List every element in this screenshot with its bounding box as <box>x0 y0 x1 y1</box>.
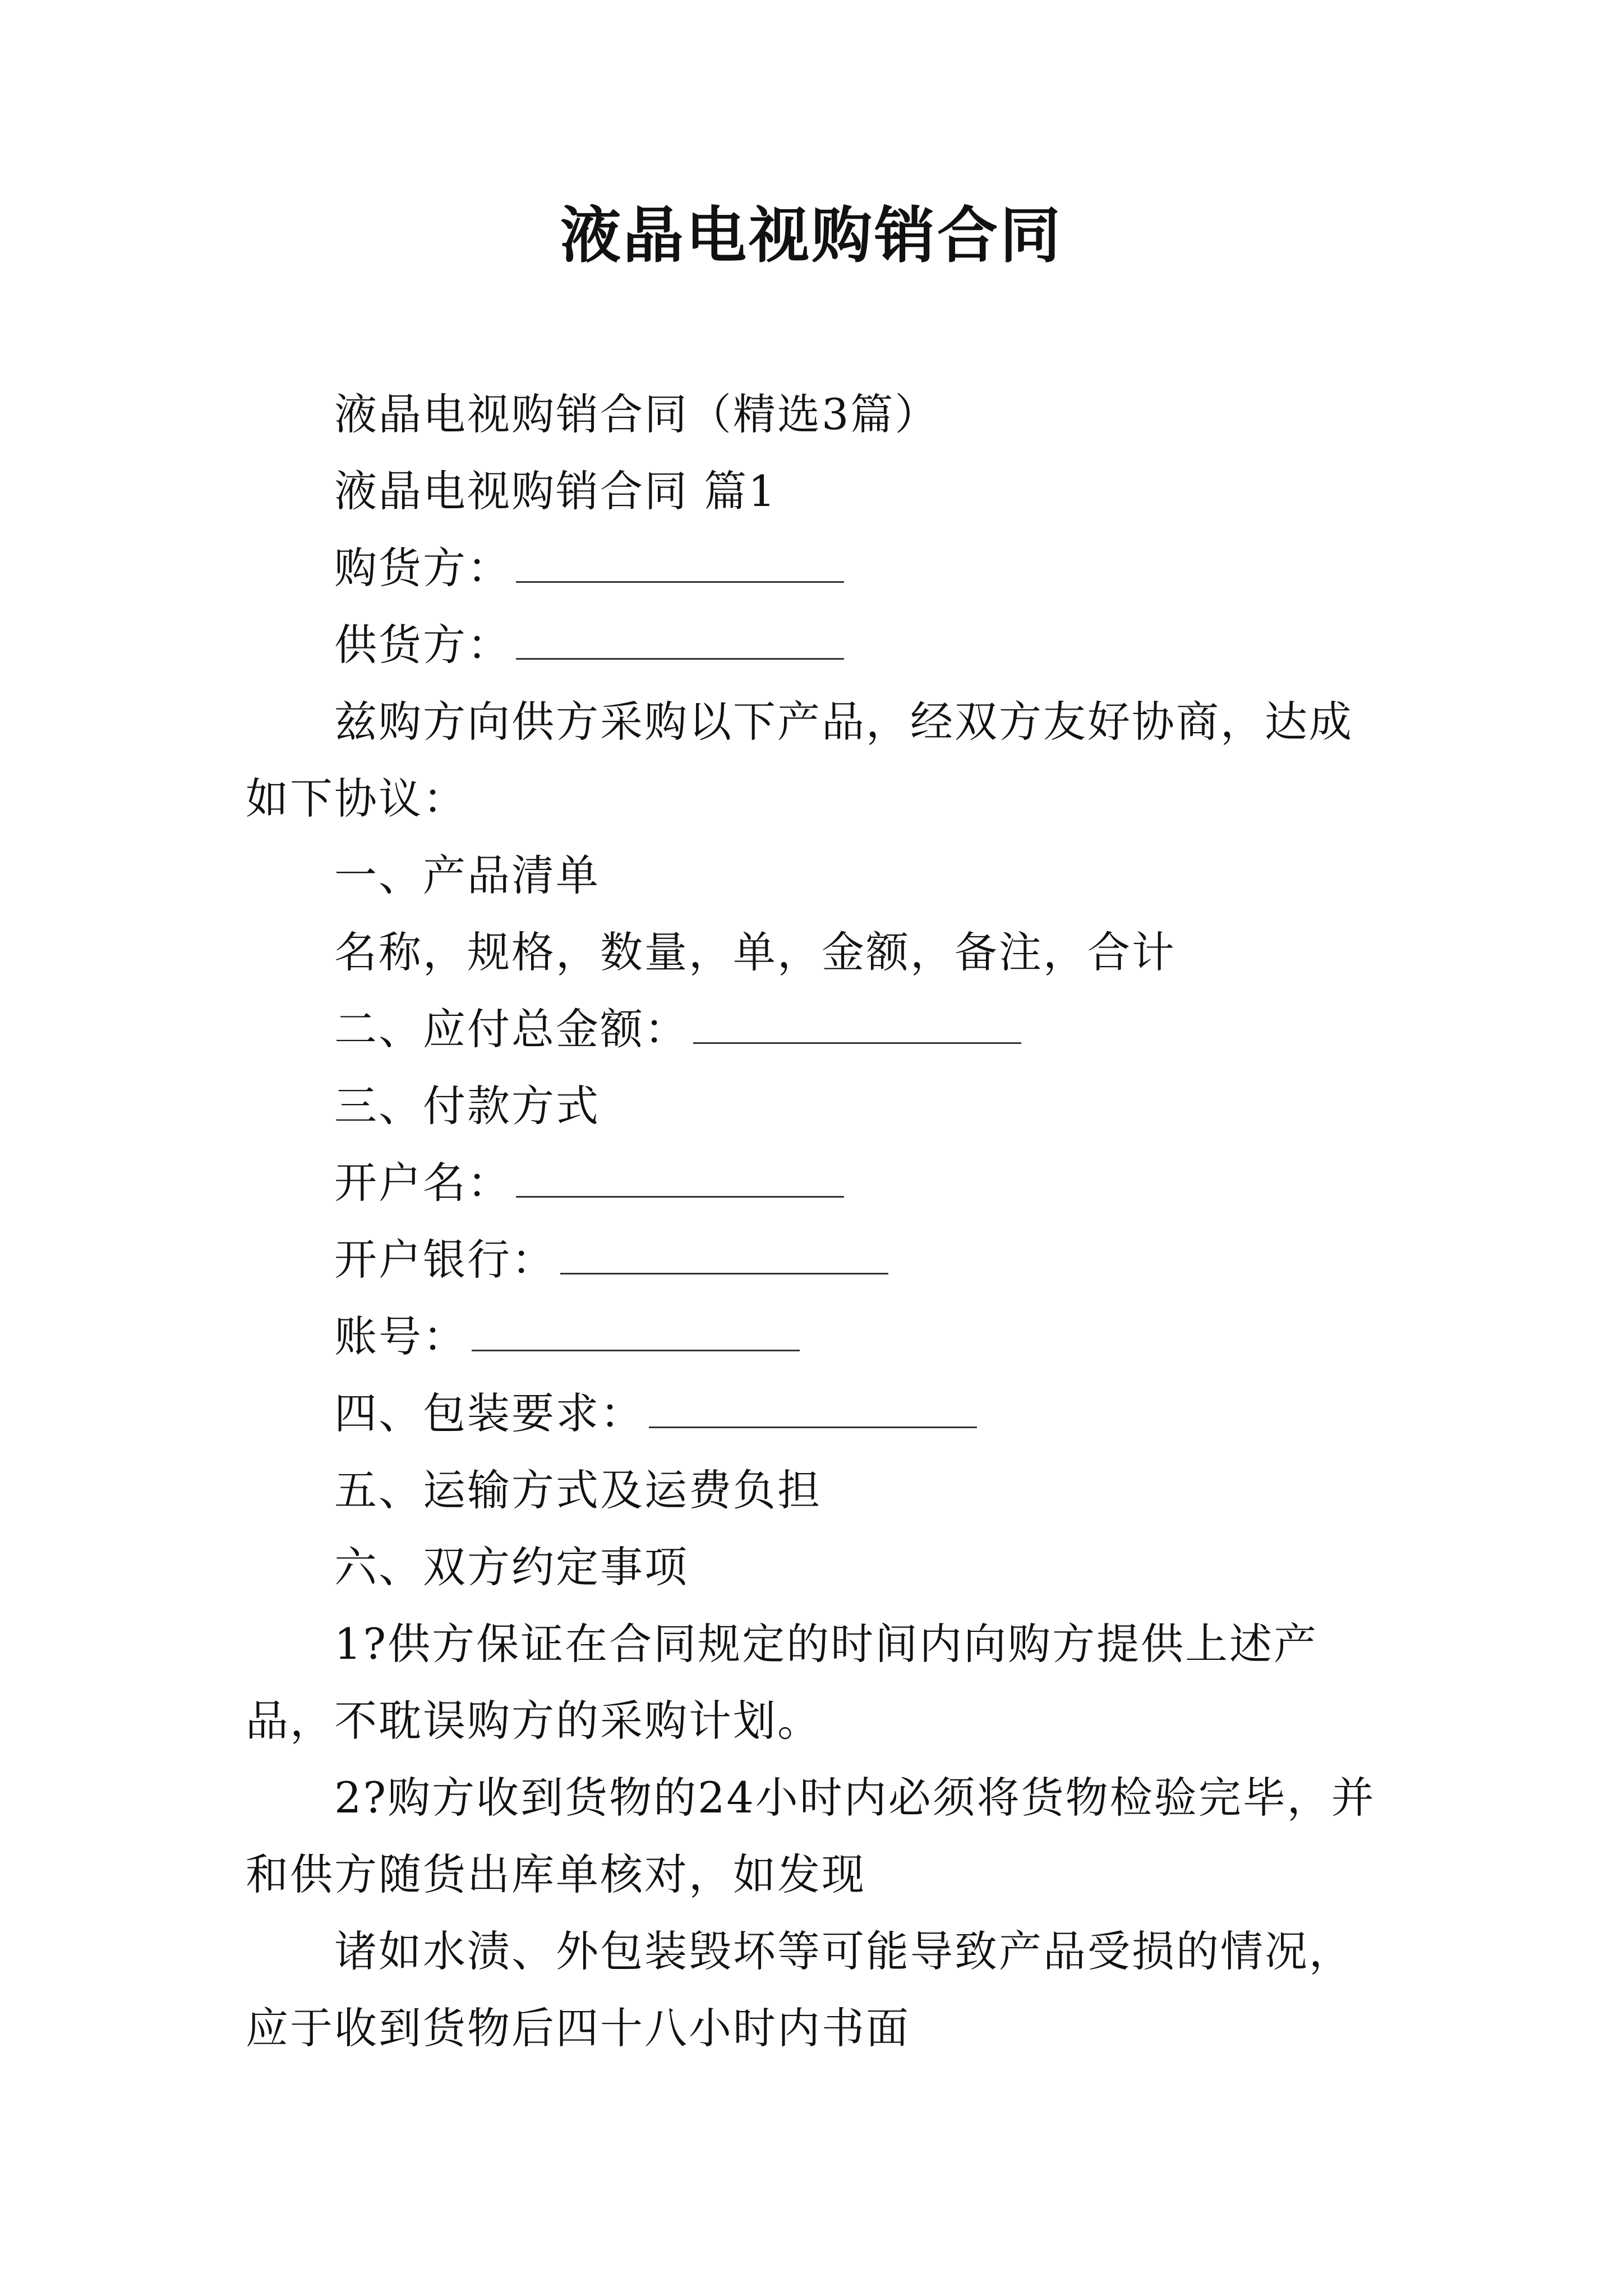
total-amount-label: 二、应付总金额： <box>334 1004 689 1054</box>
buyer-field <box>246 530 1378 606</box>
item-3-heading: 三、付款方式 <box>334 1081 600 1131</box>
item-5-heading: 五、运输方式及运费负担 <box>334 1465 822 1515</box>
account-name-field <box>246 1144 1378 1221</box>
clause-3: 诸如水渍、外包装毁坏等可能导致产品受损的情况，应于收到货物后四十八小时内书面 <box>246 1926 1353 2053</box>
item-1-columns: 名称，规格，数量，单，金额，备注，合计 <box>334 927 1176 977</box>
total-amount-blank <box>693 1009 1021 1044</box>
total-amount-field <box>246 991 1378 1068</box>
subtitle: 液晶电视购销合同（精选3篇） <box>334 389 939 439</box>
account-no-label: 账号： <box>334 1312 467 1361</box>
account-name-label: 开户名： <box>334 1158 511 1208</box>
buyer-label: 购货方： <box>334 543 511 593</box>
account-no-field <box>246 1298 1378 1375</box>
account-name-blank <box>516 1162 844 1198</box>
section-heading: 液晶电视购销合同 篇1 <box>334 466 777 516</box>
supplier-blank <box>516 624 844 660</box>
document-title: 液晶电视购销合同 <box>560 200 1063 271</box>
account-no-blank <box>472 1316 800 1351</box>
intro-paragraph: 兹购方向供方采购以下产品，经双方友好协商，达成如下协议： <box>246 697 1353 823</box>
bank-label: 开户银行： <box>334 1235 556 1285</box>
clause-1: 1?供方保证在合同规定的时间内向购方提供上述产品，不耽误购方的采购计划。 <box>246 1619 1318 1746</box>
supplier-label: 供货方： <box>334 620 511 670</box>
packaging-field <box>246 1375 1378 1452</box>
packaging-blank <box>649 1393 977 1428</box>
clause-2: 2?购方收到货物的24小时内必须将货物检验完毕，并和供方随货出库单核对，如发现 <box>246 1773 1376 1899</box>
packaging-label: 四、包装要求： <box>334 1388 644 1438</box>
bank-blank <box>560 1239 888 1274</box>
item-1-heading: 一、产品清单 <box>334 850 600 900</box>
item-6-heading: 六、双方约定事项 <box>334 1542 689 1592</box>
document-body <box>246 376 1378 2067</box>
bank-field <box>246 1221 1378 1298</box>
supplier-field <box>246 606 1378 683</box>
buyer-blank <box>516 547 844 583</box>
